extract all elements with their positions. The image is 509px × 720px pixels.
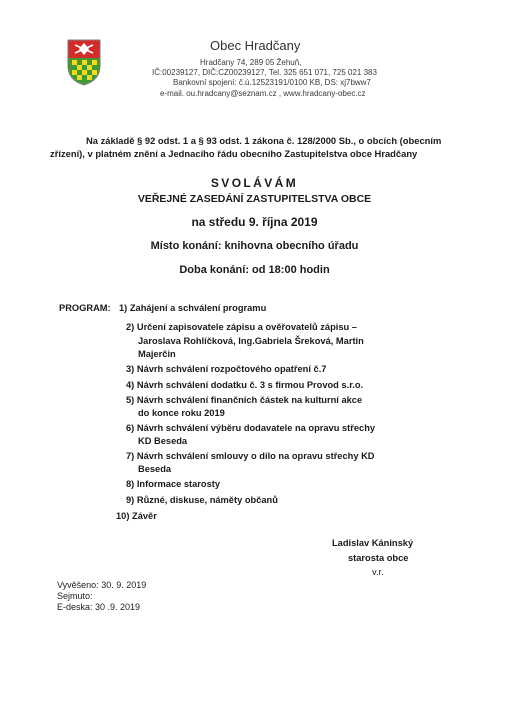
program-item: 1) Zahájení a schválení programu bbox=[119, 303, 267, 313]
program-item: 4) Návrh schválení dodatku č. 3 s firmou Provod s.r.o. bbox=[126, 380, 364, 390]
program-item: 7) Návrh schválení smlouvy o dílo na opravu střechy KD bbox=[126, 451, 375, 461]
municipality-name: Obec Hradčany bbox=[210, 38, 301, 53]
meeting-time: Doba konání: od 18:00 hodin bbox=[179, 264, 330, 276]
vr-mark: v.r. bbox=[372, 567, 384, 577]
edeska-date: E-deska: 30 .9. 2019 bbox=[57, 602, 141, 612]
address: Hradčany 74, 289 05 Žehuň, bbox=[200, 58, 302, 67]
bank-info: Bankovní spojení: č.ú.12523191/0100 KB, DS: xj7bww7 bbox=[173, 78, 371, 87]
program-item: 2) Určení zapisovatele zápisu a ověřovatelů zápisu – bbox=[126, 322, 357, 332]
meeting-date: na středu 9. října 2019 bbox=[191, 215, 318, 229]
removed-date: Sejmuto: bbox=[57, 591, 93, 601]
meeting-place: Místo konání: knihovna obecního úřadu bbox=[150, 240, 359, 252]
program-item: do konce roku 2019 bbox=[138, 408, 225, 418]
program-item: Jaroslava Rohlíčková, Ing.Gabriela Šreková, Martin bbox=[138, 336, 364, 346]
program-item: 3) Návrh schválení rozpočtového opatření č.7 bbox=[126, 364, 327, 374]
program-item: Beseda bbox=[138, 464, 172, 474]
program-item: KD Beseda bbox=[138, 436, 188, 446]
program-item: 5) Návrh schválení finančních částek na kulturní akce bbox=[126, 395, 363, 405]
program-label: PROGRAM: bbox=[59, 303, 111, 313]
mayor-name: Ladislav Káninský bbox=[332, 538, 414, 548]
program-item: 10) Závěr bbox=[116, 511, 157, 521]
ids-phone: IČ:00239127, DIČ:CZ00239127, Tel. 325 651 071, 725 021 383 bbox=[152, 68, 377, 77]
legal-intro: Na základě § 92 odst. 1 a § 93 odst. 1 zákona č. 128/2000 Sb., o obcích (obecním zřízení), v platném znění a Jednacího řádu obecního Zastupitelstva obce Hradčany bbox=[50, 135, 442, 159]
svolavam-heading: SVOLÁVÁM bbox=[210, 176, 299, 190]
contact-info: e-mail. ou.hradcany@seznam.cz , www.hradcany-obec.cz bbox=[160, 89, 366, 98]
meeting-subtitle: VEŘEJNÉ ZASEDÁNÍ ZASTUPITELSTVA OBCE bbox=[137, 193, 372, 205]
program-item: 8) Informace starosty bbox=[126, 479, 221, 489]
coat-of-arms-icon bbox=[66, 38, 102, 86]
program-item: Majerčin bbox=[138, 349, 176, 359]
program-item: 6) Návrh schválení výběru dodavatele na opravu střechy bbox=[126, 423, 376, 433]
posted-date: Vyvěšeno: 30. 9. 2019 bbox=[57, 580, 147, 590]
program-item: 9) Různé, diskuse, náměty občanů bbox=[126, 495, 278, 505]
mayor-role: starosta obce bbox=[348, 553, 409, 563]
